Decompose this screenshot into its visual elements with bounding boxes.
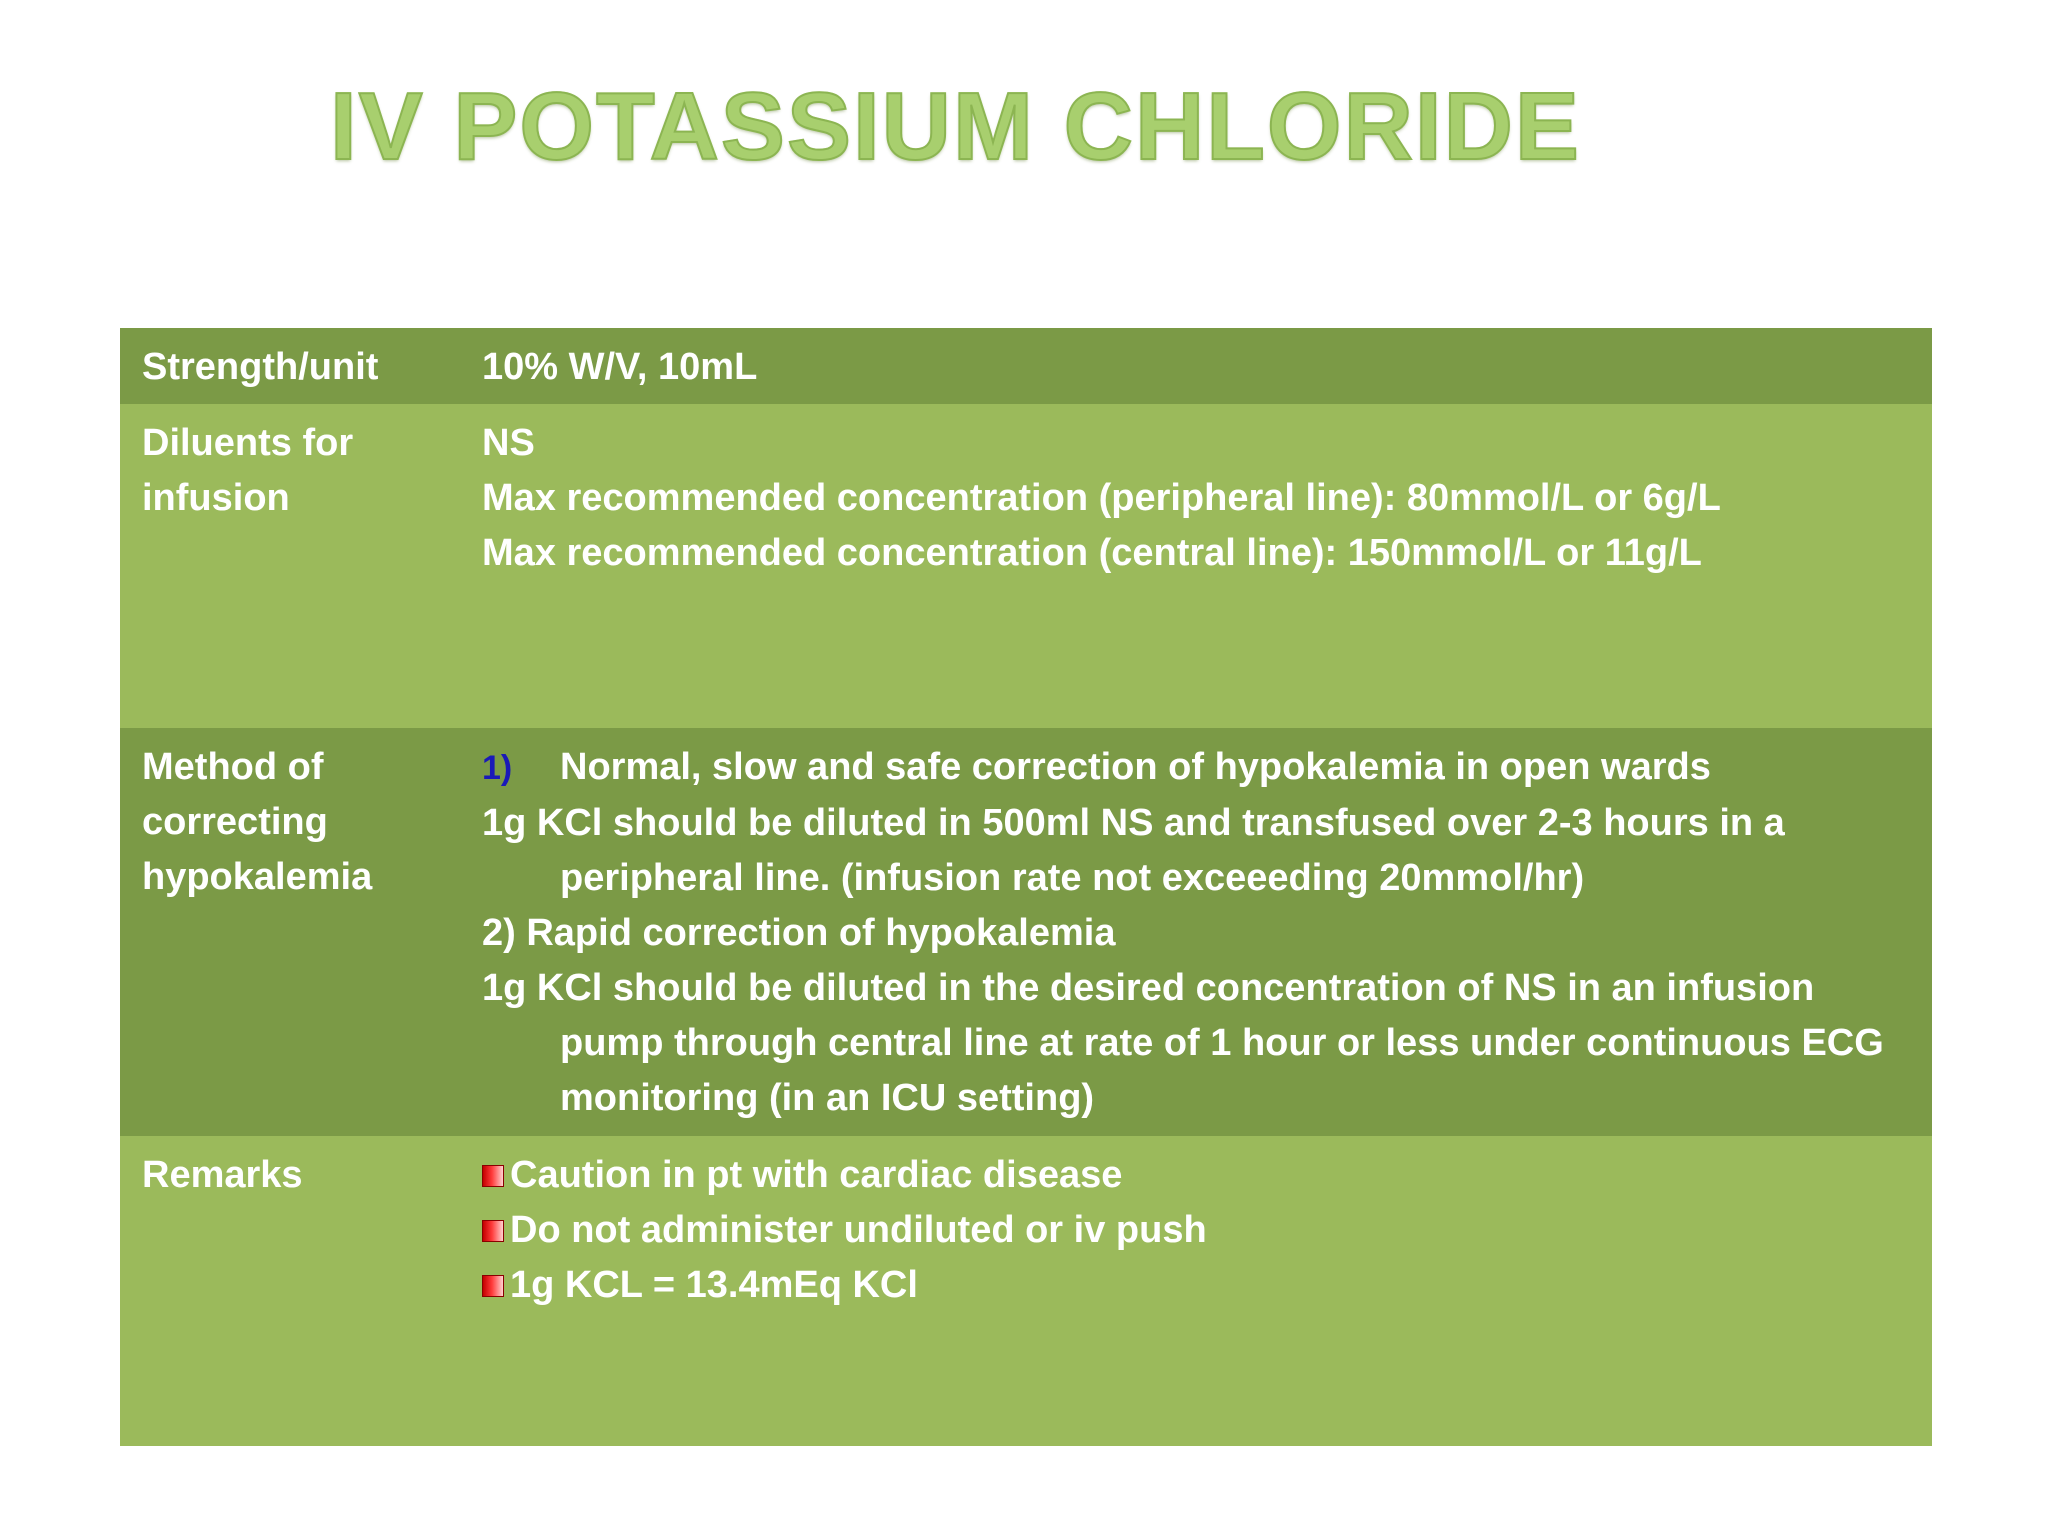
table-row-remarks [120,1136,1932,1446]
strength-value: 10% W/V, 10mL [482,346,758,388]
slide-title: IV POTASSIUM CHLORIDE [330,73,1581,180]
method-item-title: 2) Rapid correction of hypokalemia [482,912,1116,954]
remark-text: Caution in pt with cardiac disease [510,1154,1123,1196]
diluent-line: NS [482,422,535,464]
row-label-line: Diluents for [142,422,354,464]
remark-text: Do not administer undiluted or iv push [510,1209,1207,1251]
numbered-item [482,740,1912,796]
bullet-square-icon [482,1165,504,1187]
row-label [120,740,482,1136]
row-label-line: Strength/unit [142,346,379,388]
method-item-detail: 1g KCl should be diluted in the desired concentration of NS in an infusion pump through central line at rate of 1 hour or less under continuous ECG monitoring (in an ICU setting) [482,967,1884,1119]
diluent-line: Max recommended concentration (peripheral line): 80mmol/L or 6g/L [482,477,1721,519]
row-label-line: Remarks [142,1154,303,1196]
row-label [120,1148,482,1446]
table-row-method [120,728,1932,1136]
row-value [482,1148,1932,1446]
remark-bullet [482,1148,1912,1203]
row-label [120,416,482,728]
method-item-title: Normal, slow and safe correction of hypokalemia in open wards [560,746,1711,788]
row-label [120,340,482,404]
method-item-detail: 1g KCl should be diluted in 500ml NS and transfused over 2-3 hours in a peripheral line. (infusion rate not exceeeding 20mmol/hr) [482,802,1785,899]
list-number-marker: 1) [482,749,513,787]
row-label-line: Method of [142,746,324,788]
remark-text: 1g KCL = 13.4mEq KCl [510,1264,918,1306]
drug-info-table [120,328,1932,1446]
row-label-line: correcting [142,801,328,843]
row-value [482,340,1932,404]
table-row-strength [120,328,1932,404]
row-value [482,416,1932,728]
remark-bullet [482,1203,1912,1258]
diluent-line: Max recommended concentration (central line): 150mmol/L or 11g/L [482,532,1702,574]
table-row-diluents [120,404,1932,728]
remark-bullet [482,1258,1912,1313]
row-value [482,740,1932,1136]
row-label-line: hypokalemia [142,856,373,898]
bullet-square-icon [482,1220,504,1242]
row-label-line: infusion [142,477,290,519]
bullet-square-icon [482,1275,504,1297]
